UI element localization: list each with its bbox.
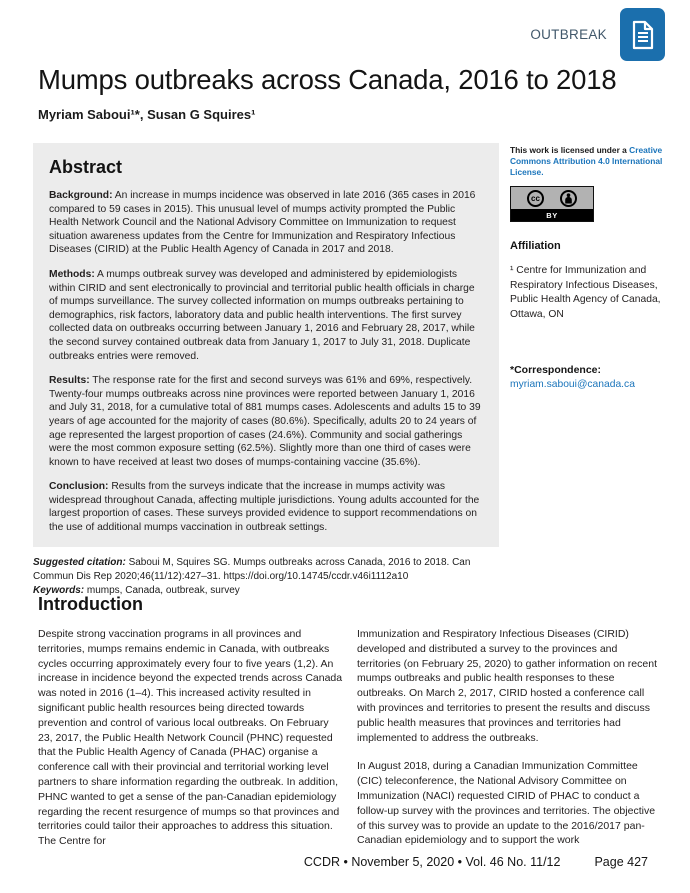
abstract-paragraph-conclusion [49,480,483,534]
abstract-column [33,143,499,598]
affiliation-text: ¹ Centre for Immunization and Respiratory Infectious Diseases, Public Health Agency of Canada, Ottawa, ON [510,265,661,320]
suggested-citation-label: Suggested citation: [33,556,126,568]
person-icon [560,190,577,207]
results-text: The response rate for the first and second surveys was 61% and 69%, respectively. Twenty-four mumps outbreaks across nine provinces were reported between January 1, 2016 and July 31, 2018, for a cumulative total of 881 mumps cases. Adolescents and adults 15 to 39 years of age accounted for the majority of cases (80.6%). Specifically, adults 20 to 24 years of age represented the largest proportion of cases (24.6%). Community and social gatherings were the most common exposure setting (62.5%). Slightly more than one third of cases were known to have received at least two doses of mumps-containing vaccine (35.6%). [49,375,481,468]
results-label: Results: [49,375,90,387]
license-statement [510,145,672,177]
journal-issue-line: CCDR • November 5, 2020 • Vol. 46 No. 11/12 [303,855,561,869]
background-label: Background: [49,190,113,201]
authors-line: Myriam Saboui¹*, Susan G Squires¹ [38,107,256,122]
suggested-citation-line [33,556,509,584]
citation-block [33,556,509,599]
abstract-paragraph-results [49,374,483,469]
abstract-paragraph-methods [49,268,483,363]
document-icon [631,20,655,50]
suggested-citation-text: Saboui M, Squires SG. Mumps outbreaks across Canada, 2016 to 2018. Can Commun Dis Rep 2020;46(11/12):427–31. https://doi.org/10.14745/ccdr.v46i1112a10 [33,556,471,582]
abstract-box [33,143,499,547]
intro-left-column [38,627,343,849]
cc-badge-top [511,187,593,209]
cc-by-badge[interactable] [510,186,594,222]
keywords-label: Keywords: [33,585,85,597]
introduction-body [38,627,662,849]
conclusion-text: Results from the surveys indicate that the increase in mumps activity was widespread throughout Canada, affecting multiple jurisdictions. Young adults accounted for the largest proportion of cases. These surveys provided evidence to support recommendations on the use of additional mumps vaccination in outbreak settings. [49,481,480,534]
intro-paragraph: Immunization and Respiratory Infectious Diseases (CIRID) developed and distributed a survey to the provinces and territories (on February 25, 2020) to gather information on recent mumps outbreaks and public health responses to these outbreaks. On March 2, 2017, CIRID hosted a conference call with provinces and territories to present the results and discuss public health measures that provinces and territories had implemented to address the outbreaks. [357,628,657,744]
conclusion-label: Conclusion: [49,481,109,493]
cc-icon: cc [527,190,544,207]
outbreak-document-icon [620,8,665,61]
abstract-heading: Abstract [49,157,123,177]
keywords-text: mumps, Canada, outbreak, survey [84,585,240,597]
methods-text: A mumps outbreak survey was developed and administered by epidemiologists within CIRID and sent electronically to provincial and territorial public health officials in charge of mumps surveillance. The survey collected information on mumps outbreaks pertaining to demographics, risk factors, laboratory data and public health interventions. The first survey collected data on outbreaks occurring between January 1, 2016 and February 28, 2017, while the second survey contained outbreak data from January 1, 2017 to July 31, 2018. Duplicate outbreaks entries were removed. [49,268,475,362]
license-link[interactable]: Creative Commons Attribution 4.0 International License. [510,145,663,177]
article-type-header [530,8,665,61]
sidebar [510,143,675,598]
main-content-row [33,143,675,598]
abstract-paragraph-background [49,189,483,257]
intro-paragraph: In August 2018, during a Canadian Immunization Committee (CIC) teleconference, the National Advisory Committee on Immunization (NACI) requested CIRID of PHAC to conduct a follow-up survey with the provinces and territories. The objective of this survey was to provide an update to the 2016/2017 pan-Canadian epidemiology and to support the work [357,760,656,847]
intro-right-column [357,627,662,849]
introduction-heading: Introduction [38,594,143,614]
page-title: Mumps outbreaks across Canada, 2016 to 2018 [38,64,617,95]
article-category-label: OUTBREAK [530,27,607,42]
page-footer [304,855,648,869]
affiliation-heading: Affiliation [510,240,561,253]
cc-by-label: BY [511,209,593,221]
intro-paragraph: Despite strong vaccination programs in all provinces and territories, mumps remains endemic in Canada, with outbreaks cycles occurring approximately every four to five years (1,2). An increase in incidence beyond the expected trends across Canada was noted in 2016 (1–4). This increased activity resulted in significant public health resources being directed towards prevention and control of various local outbreaks. On February 23, 2017, the Public Health Network Council (PHNC) requested that the Public Health Agency of Canada (PHAC) organise a conference call with their provincial and territorial working level partners to share information regarding the outbreak. In addition, PHNC wanted to get a sense of the pan-Canadian epidemiology regarding the recent resurgence of mumps so that provinces and territories could tailor their approaches to address this situation. The Centre for [38,628,343,848]
methods-label: Methods: [49,268,95,280]
page-number: Page 427 [594,855,648,869]
background-text: An increase in mumps incidence was observed in late 2016 (365 cases in 2016 compared to 59 cases in 2015). This unusual level of mumps activity prompted the Public Health Network Council and the National Advisory Committee on Immunization to request situation awareness updates from the Centre for Immunization and Respiratory Infectious Diseases (CIRID) at the Public Health Agency of Canada in 2017 and 2018. [49,190,476,256]
license-prefix: This work is licensed under a [510,145,630,155]
correspondence-heading: *Correspondence: [510,364,602,377]
correspondence-email-link[interactable]: myriam.saboui@canada.ca [510,379,635,391]
